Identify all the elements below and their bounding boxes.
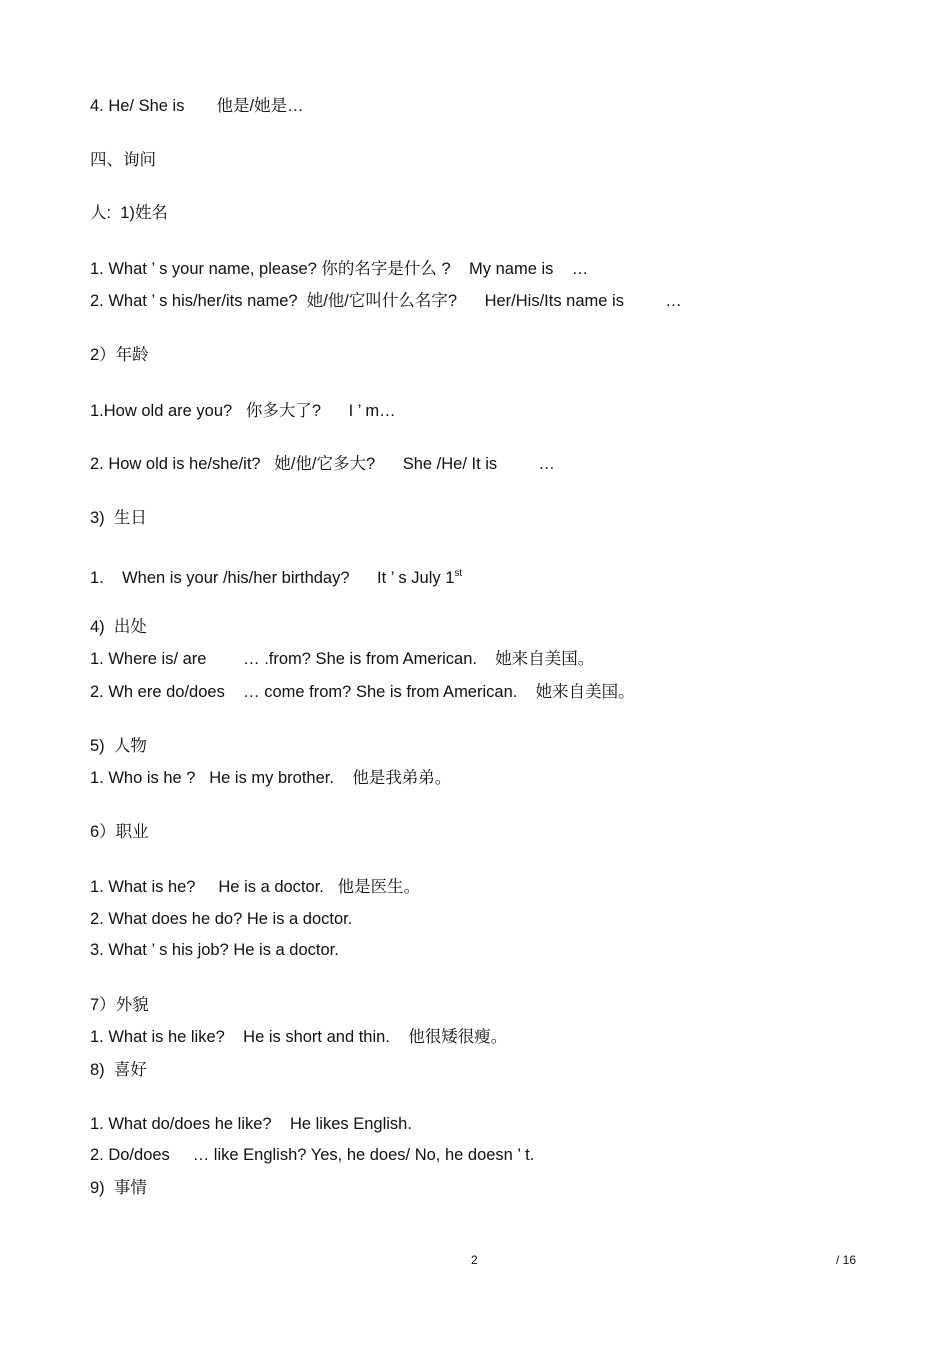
page-total: / 16	[836, 1253, 857, 1267]
text-line-birthday	[90, 564, 462, 588]
text-line: 2. How old is he/she/it? 她/他/它多大? She /He/ It is …	[90, 455, 555, 473]
text-line: 1. Who is he ? He is my brother. 他是我弟弟。	[90, 769, 452, 787]
text-line: 2. What ’ s his/her/its name? 她/他/它叫什么名字? Her/His/Its name is …	[90, 292, 682, 310]
text-line: 1. What is he? He is a doctor. 他是医生。	[90, 878, 421, 896]
subsection-heading: 4) 出处	[90, 618, 147, 636]
subsection-heading: 7）外貌	[90, 996, 149, 1014]
subsection-heading: 3) 生日	[90, 509, 147, 527]
text-line: 2. What does he do? He is a doctor.	[90, 910, 353, 928]
subsection-heading: 8) 喜好	[90, 1061, 147, 1079]
ordinal-suffix: st	[454, 568, 463, 579]
subsection-heading: 9) 事情	[90, 1179, 147, 1197]
text-line: 1.How old are you? 你多大了? I ’ m…	[90, 402, 396, 420]
text-line: 1. What do/does he like? He likes English.	[90, 1115, 412, 1133]
text-line: 2. Do/does … like English? Yes, he does/ No, he doesn ’ t.	[90, 1146, 535, 1164]
text-line: 1. What is he like? He is short and thin. 他很矮很瘦。	[90, 1028, 508, 1046]
section-heading: 四、询问	[90, 151, 156, 169]
text-line: 2. Wh ere do/does … come from? She is from American. 她来自美国。	[90, 683, 635, 701]
page-number: 2	[471, 1253, 478, 1267]
birthday-text: 1. When is your /his/her birthday? It ’ s July 1	[90, 569, 455, 587]
text-line: 1. Where is/ are … .from? She is from American. 她来自美国。	[90, 650, 595, 668]
text-line: 4. He/ She is 他是/她是…	[90, 97, 304, 115]
text-line: 1. What ’ s your name, please? 你的名字是什么 ? My name is …	[90, 260, 589, 278]
subsection-heading: 人: 1)姓名	[90, 204, 168, 222]
subsection-heading: 2）年龄	[90, 346, 149, 364]
subsection-heading: 5) 人物	[90, 737, 147, 755]
subsection-heading: 6）职业	[90, 823, 149, 841]
text-line: 3. What ’ s his job? He is a doctor.	[90, 941, 339, 959]
